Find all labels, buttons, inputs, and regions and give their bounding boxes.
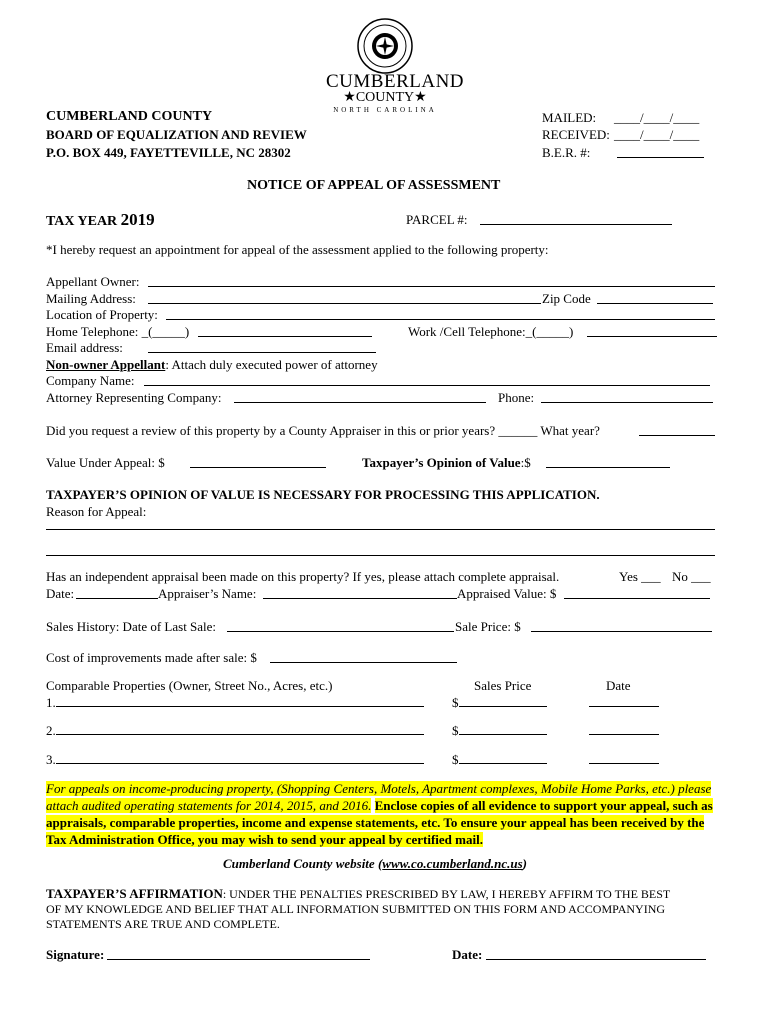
comparable-row-3: 3. <box>46 752 424 768</box>
county-logo <box>326 71 465 114</box>
comparable-row-2: 2. <box>46 723 424 739</box>
comparable-2-price[interactable]: $ <box>452 723 547 739</box>
review-year-field[interactable] <box>639 424 715 440</box>
taxpayer-opinion-field[interactable] <box>546 456 670 472</box>
board-name: BOARD OF EQUALIZATION AND REVIEW <box>46 127 307 142</box>
yes-option[interactable]: Yes ___ <box>619 569 661 584</box>
home-telephone-label: Home Telephone: _(_____) <box>46 324 190 339</box>
received-blank[interactable]: ____/____/____ <box>614 127 700 142</box>
attorney-field[interactable] <box>234 391 486 407</box>
website-line: Cumberland County website (www.co.cumberland.nc.us) <box>223 856 527 871</box>
affirmation-line-3: STATEMENTS ARE TRUE AND COMPLETE. <box>46 917 280 931</box>
appellant-owner-field[interactable] <box>148 275 715 291</box>
star-icon: ★ <box>414 90 427 105</box>
value-under-appeal-label: Value Under Appeal: $ <box>46 455 165 470</box>
logo-line2: COUNTY <box>355 90 415 105</box>
parcel-field[interactable] <box>480 213 672 229</box>
appraisal-question: Has an independent appraisal been made on this property? If yes, please attach complete appraisal. <box>46 569 560 584</box>
company-name-field[interactable] <box>144 374 710 390</box>
non-owner-appellant: Non-owner Appellant: Attach duly executed power of attorney <box>46 357 378 372</box>
reason-line-1[interactable] <box>46 518 715 534</box>
appellant-owner-label: Appellant Owner: <box>46 274 140 289</box>
mailing-address-field[interactable] <box>148 292 541 308</box>
comparable-row-1: 1. <box>46 695 424 711</box>
mailed-label: MAILED: <box>542 110 597 125</box>
phone-label: Phone: <box>498 390 535 405</box>
cost-improvements-label: Cost of improvements made after sale: $ <box>46 650 257 665</box>
taxpayer-opinion-label: Taxpayer’s Opinion of Value:$ <box>362 455 531 470</box>
appraised-value-field[interactable] <box>564 587 710 603</box>
county-name: CUMBERLAND COUNTY <box>46 109 213 124</box>
logo-line1: CUMBERLAND <box>326 71 465 92</box>
company-name-label: Company Name: <box>46 373 135 388</box>
parcel-label: PARCEL #: <box>406 212 468 227</box>
appraiser-name-field[interactable] <box>263 587 457 603</box>
mailing-address-label: Mailing Address: <box>46 291 136 306</box>
board-address: P.O. BOX 449, FAYETTEVILLE, NC 28302 <box>46 145 291 160</box>
mailed-blank[interactable]: ____/____/____ <box>614 110 700 125</box>
comparable-3-price[interactable]: $ <box>452 752 547 768</box>
sale-price-label: Sale Price: $ <box>455 619 521 634</box>
sale-price-field[interactable] <box>531 620 712 636</box>
affirmation-line-1: TAXPAYER’S AFFIRMATION: UNDER THE PENALTIES PRESCRIBED BY LAW, I HEREBY AFFIRM TO THE BEST <box>46 886 671 901</box>
tax-year: TAX YEAR 2019 <box>46 210 155 229</box>
comparables-sales-price-header: Sales Price <box>474 678 532 693</box>
comparables-date-header: Date <box>606 678 631 693</box>
zip-code-label: Zip Code <box>542 291 591 306</box>
location-field[interactable] <box>166 308 715 324</box>
email-field[interactable] <box>148 341 376 357</box>
star-icon: ★ <box>343 90 356 105</box>
comparable-1-date[interactable] <box>589 695 659 711</box>
opinion-required-notice: TAXPAYER’S OPINION OF VALUE IS NECESSARY FOR PROCESSING THIS APPLICATION. <box>46 487 600 502</box>
received-label: RECEIVED: <box>542 127 610 142</box>
comparable-3-date[interactable] <box>589 752 659 768</box>
attorney-label: Attorney Representing Company: <box>46 390 222 405</box>
page-title: NOTICE OF APPEAL OF ASSESSMENT <box>247 178 501 193</box>
comparable-3-field[interactable] <box>56 752 424 764</box>
date-field[interactable] <box>486 948 706 964</box>
sales-history-label: Sales History: Date of Last Sale: <box>46 619 217 634</box>
website-link[interactable]: www.co.cumberland.nc.us <box>382 856 523 871</box>
last-sale-date-field[interactable] <box>227 620 454 636</box>
zip-code-field[interactable] <box>597 292 713 308</box>
date-label: Date: <box>452 947 483 962</box>
comparable-1-price[interactable]: $ <box>452 695 547 711</box>
work-telephone-label: Work /Cell Telephone:_(_____) <box>408 324 574 339</box>
comparables-header: Comparable Properties (Owner, Street No., Acres, etc.) <box>46 678 333 693</box>
appraisal-date-field[interactable] <box>76 587 158 603</box>
work-telephone-field[interactable] <box>587 325 717 341</box>
reason-label: Reason for Appeal: <box>46 504 147 519</box>
appraised-value-label: Appraised Value: $ <box>457 586 557 601</box>
location-label: Location of Property: <box>46 307 158 322</box>
ber-field[interactable] <box>617 146 704 162</box>
cost-improvements-field[interactable] <box>270 651 457 667</box>
reason-line-2[interactable] <box>46 544 715 560</box>
review-question: Did you request a review of this property by a County Appraiser in this or prior years? ______ What year? <box>46 423 600 438</box>
ber-label: B.E.R. #: <box>542 145 591 160</box>
comparable-1-field[interactable] <box>56 695 424 707</box>
logo-line3: NORTH CAROLINA <box>333 105 437 114</box>
request-text: *I hereby request an appointment for appeal of the assessment applied to the following property: <box>46 242 549 257</box>
no-option[interactable]: No ___ <box>672 569 711 584</box>
signature-label: Signature: <box>46 947 105 962</box>
phone-field[interactable] <box>541 391 713 407</box>
email-label: Email address: <box>46 340 123 355</box>
value-under-appeal-field[interactable] <box>190 456 326 472</box>
comparable-2-date[interactable] <box>589 723 659 739</box>
county-seal-icon <box>357 18 413 74</box>
affirmation-line-2: OF MY KNOWLEDGE AND BELIEF THAT ALL INFORMATION SUBMITTED ON THIS FORM AND ACCOMPANYING <box>46 902 666 916</box>
income-property-notice: For appeals on income-producing property, (Shopping Centers, Motels, Apartment complexes, Mobile Home Parks, etc.) please attach audited operating statements for 2014, 2015, and 2016. Enclose copies of all evidence to support your appeal, such as appraisals, comparable properties, income and expense statements, etc. To ensure your appeal has been received by the Tax Administration Office, you may wish to send your appeal by certified mail. <box>46 781 713 847</box>
appraiser-name-label: Appraiser’s Name: <box>158 586 257 601</box>
signature-field[interactable] <box>107 948 370 964</box>
home-telephone-field[interactable] <box>198 325 372 341</box>
comparable-2-field[interactable] <box>56 723 424 735</box>
appraisal-date-label: Date: <box>46 586 75 601</box>
